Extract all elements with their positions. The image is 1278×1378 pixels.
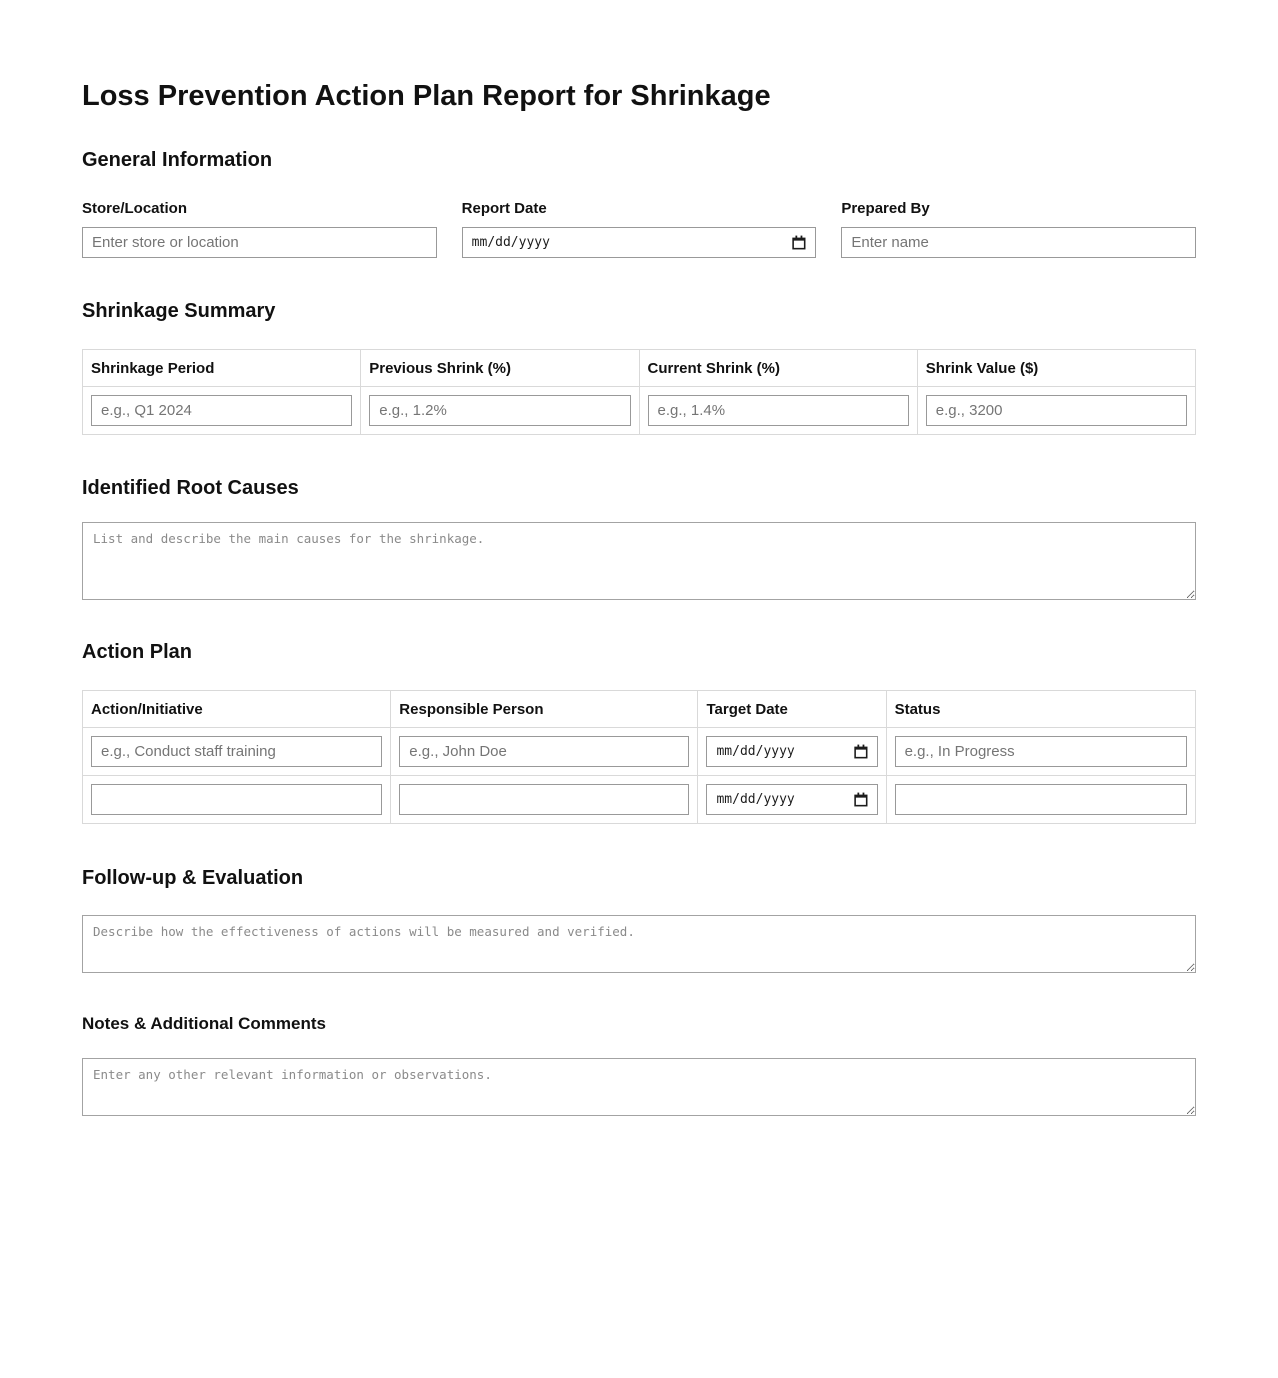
shrinkage-summary-table — [82, 349, 1196, 435]
section-heading-shrinkage-summary: Shrinkage Summary — [82, 300, 276, 323]
responsible-person-input-2[interactable] — [399, 784, 689, 815]
follow-up-textarea[interactable] — [82, 915, 1196, 973]
shrink-value-input[interactable] — [926, 395, 1187, 426]
status-input-2[interactable] — [895, 784, 1187, 815]
col-target-date: Target Date — [698, 691, 886, 728]
shrinkage-summary-input-row — [83, 387, 1196, 435]
col-previous-shrink: Previous Shrink (%) — [361, 350, 639, 387]
field-store-location — [82, 200, 437, 258]
report-date-input[interactable] — [462, 227, 817, 258]
page-title: Loss Prevention Action Plan Report for Shrinkage — [82, 80, 771, 112]
page — [0, 78, 1278, 1116]
col-shrinkage-period: Shrinkage Period — [83, 350, 361, 387]
calendar-icon[interactable] — [854, 744, 868, 759]
store-location-input[interactable] — [82, 227, 437, 258]
root-causes-textarea[interactable] — [82, 522, 1196, 600]
shrinkage-summary-header-row — [83, 350, 1196, 387]
col-action-initiative: Action/Initiative — [83, 691, 391, 728]
col-status: Status — [886, 691, 1195, 728]
notes-textarea[interactable] — [82, 1058, 1196, 1116]
prepared-by-label: Prepared By — [841, 200, 930, 218]
section-heading-follow-up: Follow-up & Evaluation — [82, 867, 304, 890]
col-shrink-value: Shrink Value ($) — [917, 350, 1195, 387]
target-date-input-2[interactable] — [706, 784, 877, 815]
target-date-value-2: mm/dd/yyyy — [716, 792, 795, 808]
prepared-by-input[interactable] — [841, 227, 1196, 258]
field-prepared-by — [841, 200, 1196, 258]
action-plan-row-2 — [83, 776, 1196, 824]
target-date-value-1: mm/dd/yyyy — [716, 744, 795, 760]
section-heading-notes: Notes & Additional Comments — [82, 1014, 326, 1034]
col-responsible-person: Responsible Person — [391, 691, 698, 728]
responsible-person-input-1[interactable] — [399, 736, 689, 767]
field-report-date — [462, 200, 817, 258]
shrinkage-period-input[interactable] — [91, 395, 352, 426]
action-plan-table — [82, 690, 1196, 824]
target-date-input-1[interactable] — [706, 736, 877, 767]
action-plan-header-row — [83, 691, 1196, 728]
general-information-fields — [82, 200, 1196, 258]
report-date-label: Report Date — [461, 200, 547, 218]
action-plan-row-1 — [83, 728, 1196, 776]
current-shrink-input[interactable] — [648, 395, 909, 426]
section-heading-general-information: General Information — [82, 149, 273, 172]
action-initiative-input-2[interactable] — [91, 784, 382, 815]
store-location-label: Store/Location — [82, 200, 188, 218]
calendar-icon[interactable] — [792, 235, 806, 250]
report-date-value: mm/dd/yyyy — [471, 235, 550, 251]
section-heading-action-plan: Action Plan — [82, 641, 193, 664]
col-current-shrink: Current Shrink (%) — [639, 350, 917, 387]
action-initiative-input-1[interactable] — [91, 736, 382, 767]
calendar-icon[interactable] — [854, 792, 868, 807]
section-heading-root-causes: Identified Root Causes — [82, 477, 299, 500]
previous-shrink-input[interactable] — [369, 395, 630, 426]
status-input-1[interactable] — [895, 736, 1187, 767]
